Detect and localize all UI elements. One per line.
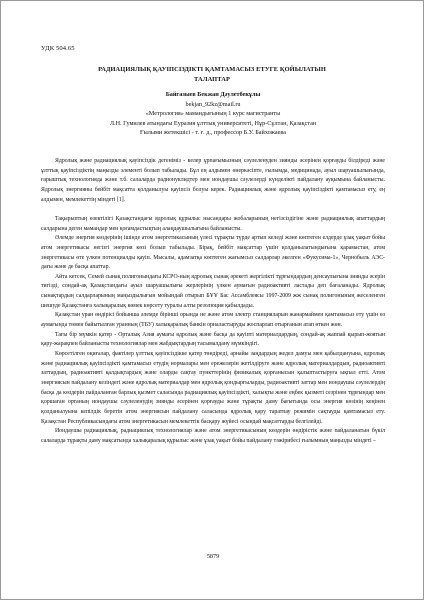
author-program: «Метрология» мамандығының 1 курс магистранты (145, 110, 281, 118)
body-paragraph: Тағы бір мүмкін қатер - Орталық Азия аумағы ядролық және басқа да қауіпті материалдардың, сондай-ақ жаппай қырып-жоятын қару-жарақпен байланысты технологиялар мен жабдықтардың тасымалдану мүмкіндігі. (41, 331, 385, 348)
body-paragraph: Ядролық және радиациялық қауіпсіздік дегеніміз - келер ұрпағымызның сәулеленуден зиянды әсерінен қорғауды білдіреді және ұлттық қауіпсіздіктің маңызды элементі болып табылады. Бұл ең алдымен өнеркәсіпте, ғылымда, медицинада, ауыл шаруашылығында, ғарыштық технологияда және т.б. салаларда радионуклидтер мен иондаушы сәулелерді күнделікті пайдалану ауқымына байланысты. Ядролық энергияны бейбіт мақсатта қолданылуы қауіпсіз болуы керек. Радиациялық және ядролық қауіпсіздікті қамтамасыз ету, ең алдымен, мемлекеттің міндеті [1]. (41, 158, 385, 203)
author-block (31, 90, 395, 138)
udk-code: УДК 504.65 (41, 45, 75, 52)
author-supervisor: Ғылыми жетекшісі - т. ғ. д., профессор Б.У. Байхожаева (140, 129, 286, 137)
body-paragraph: Көрсетілген оқиғалар, фактілер ұлттық қауіпсіздікке қатер төндіреді, арнайы заңдардың жедел дамуы мен қабылдануына, ядролық және радиациялық қауіпсіздікті қамтамасыз етудің нормалары мен ережелерін жетілдіруге және ядролық материалдардың, радиоактивті заттардың, радиоактивті қалдықтардың және оларды сақтау пункттерінің физикалық қорғанысын қалыптастыруға ықпал етті. Атом энергиясын пайдалану кезіндегі және ядролық материалдар мен ядролық қондырғыларды, радиоактивті заттар мен иондаушы сәулелердің басқа да көздерін пайдаланған барлық қызмет саласында радиациялық қауіпсіздікті, халықты және еңбек қызметі сезрінен тұрғындар мен қоршаған ортаның иондаушы сәулеленудің зиянды әсерінен қорғауды және тұрақты даму бағытында осы энергия көзінің кеңінен қолданылуына кепілдік беретін атом энергиясын пайдалану саласында ядролық қару таратпау режимін сақтауды қамтамасыз ету. Қазақстан Республикасындағы атом энергетикасын мемлекеттік басқару жүйесі осындай мақсаттарды белгілейді. (41, 351, 385, 425)
page-number: 5879 (206, 553, 220, 560)
author-email: bekjan_92kz@mail.ru (185, 100, 241, 108)
body-paragraph: Әлемде энергия көздерінің ішінде атом энергетикасының үлесі тұрақты түрде артып келеді және көптеген елдерде ұзақ уақыт бойы атом энергетикасы негізгі энергия көзі болып табылады. Бірақ, бейбіт мақсаттар үшін қолданылатындығына қарамастан, атом энергетикасы өте үлкен потенциалды қауіп. Мысалы, адамзатқа көптеген жағымсыз салдарлар әкелген «Фукусима-1», Чернобыль АЭС-дағы және де басқа апаттар. (41, 235, 385, 271)
author-university: Л.Н. Гумилев атындағы Еуразия ұлттық университеті, Нұр-Сұлтан, Қазақстан (109, 119, 317, 127)
paper-title-line-1: РАДИАЦИЯЛЫҚ ҚАУІПСІЗДІКТІ ҚАМТАМАСЫЗ ЕТУГЕ ҚОЙЫЛАТЫН (98, 66, 326, 73)
author-name: Байгазыев Бекжан Дәулетбекұлы (165, 91, 261, 98)
body-paragraph: Тақырыптың өзектілігі Қазақстандағы ядролық құрылыс нысандары жобаларының негізсіздігіне және радиациялық апаттардың салдарына деген мамандар мен қоғамдастықтың алаңдаушылығына байланысты. (41, 215, 385, 232)
paper-title-line-2: ТАЛАПТАР (193, 75, 230, 83)
body-paragraph: Қазақстан уран өндірісі бойынша әлемде бірінші орында не және атом электр станцияларын жанармаймен қамтамасыз ету үшін өз аумағында төмен байытылған уранның (ТБУ) халықаралық банкін орналастыруды жоспарлап отырғанын атап өткен жөн. (41, 312, 385, 329)
paper-body (41, 157, 385, 447)
body-paragraph: Айта кетсек, Семей сынақ полигонындағы КСРО-ның ядролық сынақ әрекеті жергілікті тұрғындардың денсаулығына зиянды әсерін тигізді, сондай-ақ Қазақстандағы ауыл шаруашылығы жерлерінің үлкен аумағын радиоактивті ластады деп бағаланады. Ядролық сынақтардың салдарларының маңыздылығын мойындай отырып БҰҰ Бас Ассамблеясы 1997-2009 жж сынақ полигонының жеселенген шешуде Қазақстанға халықаралық көмек көрсету туралы алты резолюция қабылдады. (41, 273, 385, 309)
paper-title (59, 65, 365, 84)
body-paragraph: Иондаушы радиациялық, радиациялық технологиялар және атом энергетикасының көздерін өндірістік және пайдаланатын бүкіл салаларда тұрақты даму мақсатында халықаралық құрылыс және ұзақ уақыт бойы пайдалану тәжірибесі ғылымның маңызды міндеті – (41, 428, 385, 444)
